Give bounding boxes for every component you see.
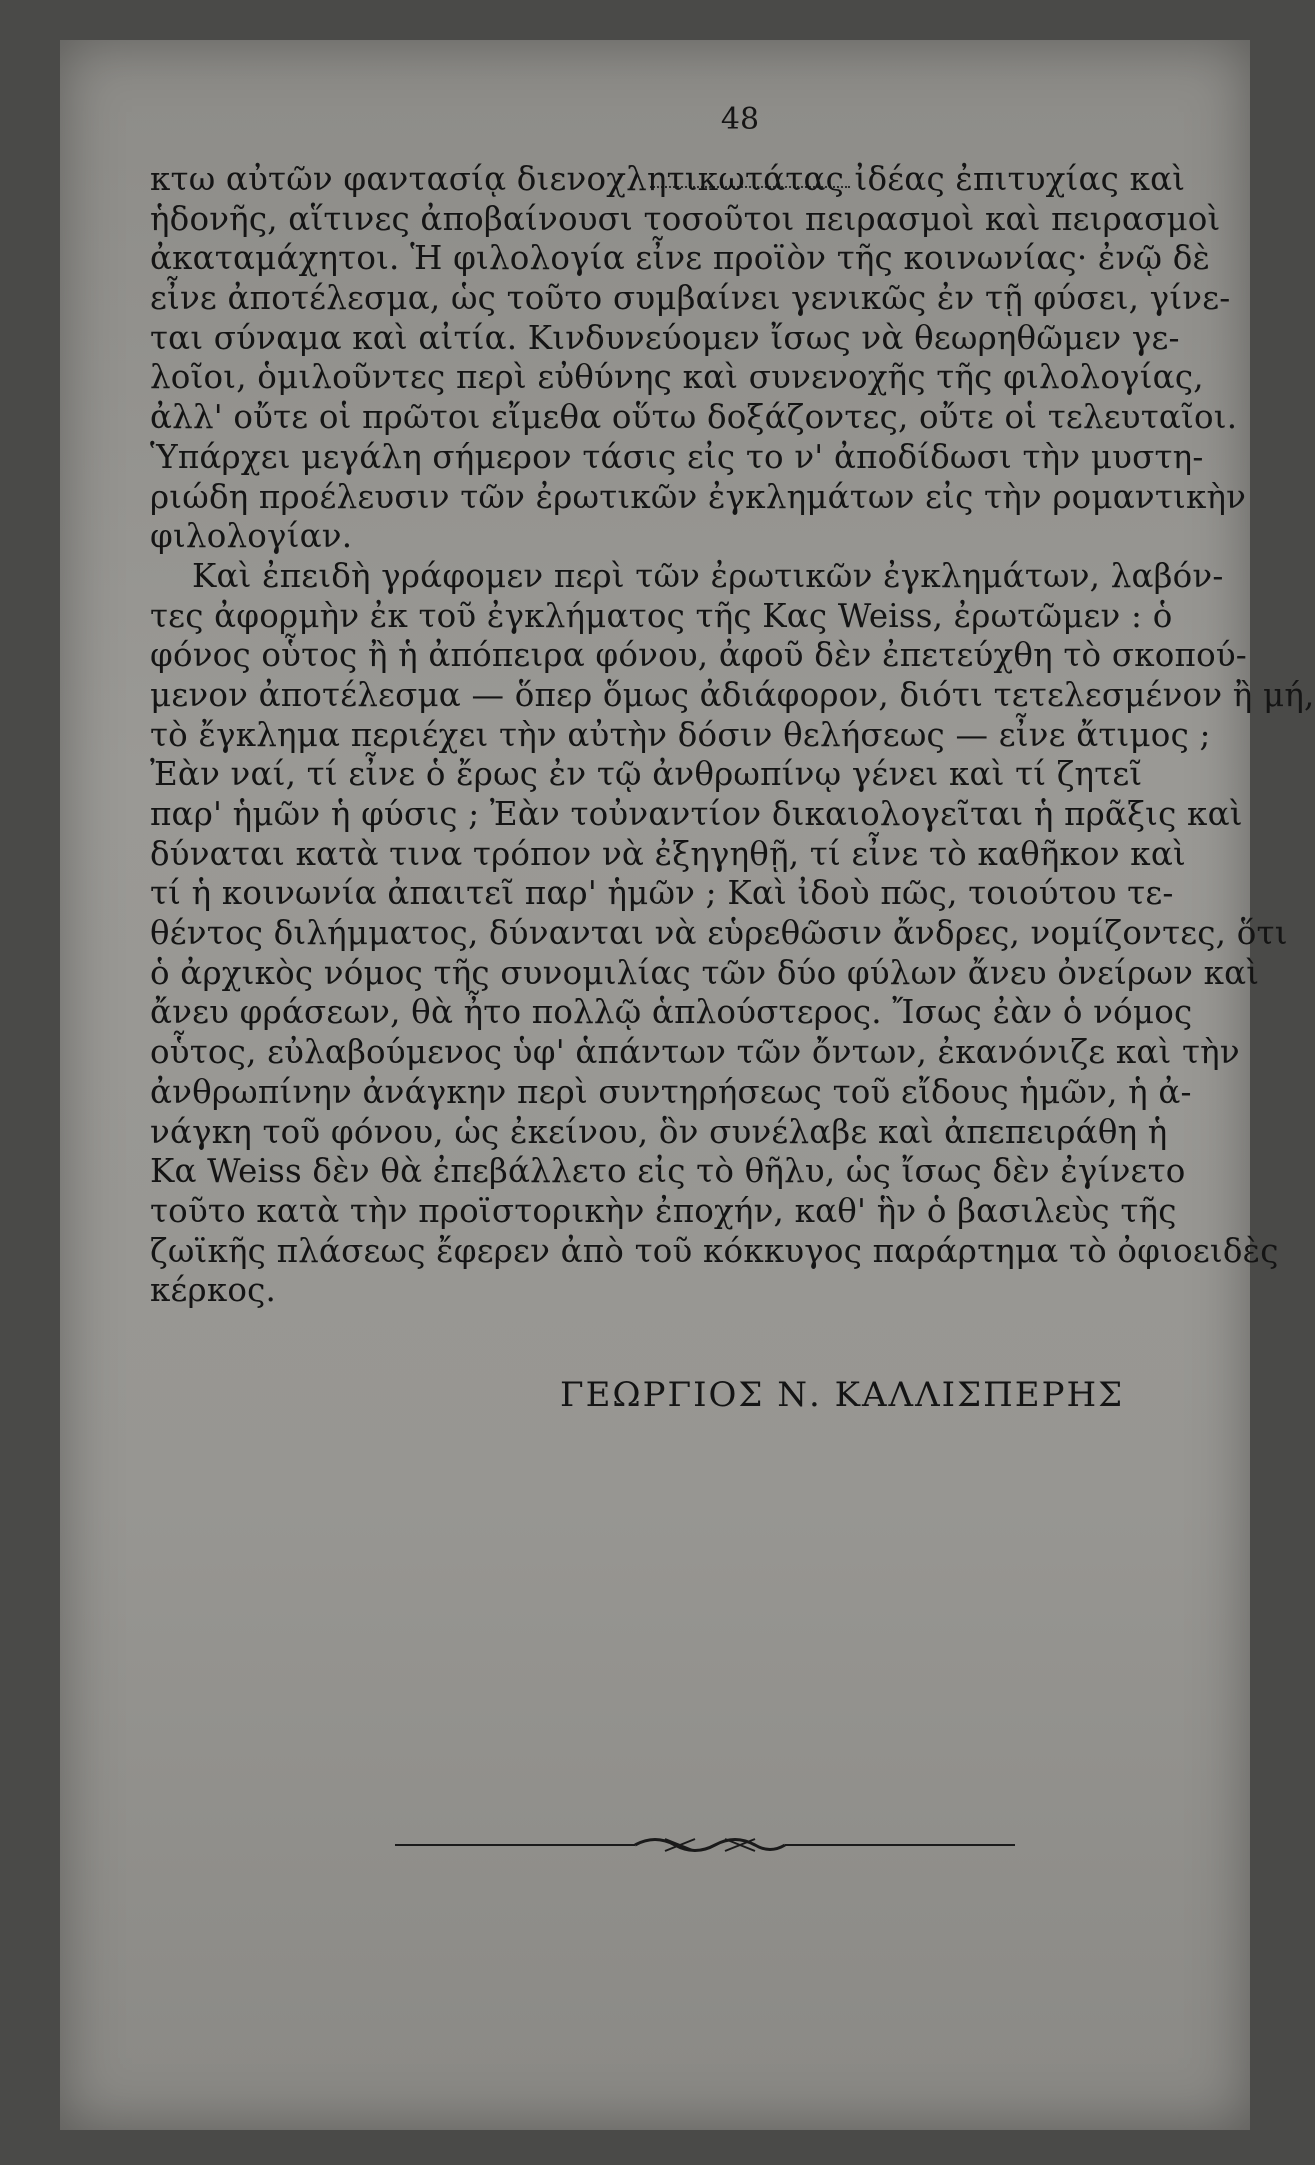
text-line: ἀλλ' οὔτε οἱ πρῶτοι εἴμεθα οὕτω δοξάζοντες, οὔτε οἱ τελευταῖοι.	[150, 398, 1238, 437]
text-line: ἀκαταμάχητοι. Ἡ φιλολογία εἶνε προϊὸν τῆς κοινωνίας· ἐνῷ δὲ	[150, 239, 1211, 278]
body-text	[150, 160, 1315, 1311]
text-line: τοῦτο κατὰ τὴν προϊστορικὴν ἐποχήν, καθ' ἣν ὁ βασιλεὺς τῆς	[150, 1191, 1177, 1230]
text-line: τες ἀφορμὴν ἐκ τοῦ ἐγκλήματος τῆς Κας Weiss, ἐρωτῶμεν : ὁ	[150, 596, 1173, 635]
text-line: θέντος διλήμματος, δύνανται νὰ εὑρεθῶσιν ἄνδρες, νομίζοντες, ὅτι	[150, 914, 1288, 953]
text-line: Ὑπάρχει μεγάλη σήμερον τάσις εἰς το ν' ἀποδίδωσι τὴν μυστη-	[150, 437, 1204, 476]
text-line: μενον ἀποτέλεσμα — ὅπερ ὅμως ἀδιάφορον, διότι τετελεσμένον ἢ μή,	[150, 675, 1315, 714]
text-line: ὁ ἀρχικὸς νόμος τῆς συνομιλίας τῶν δύο φύλων ἄνευ ὀνείρων καὶ	[150, 953, 1260, 992]
text-line: κτω αὐτῶν φαντασίᾳ διενοχλητικωτάτας ἰδέας ἐπιτυχίας καὶ	[150, 160, 1186, 198]
text-line: ἀνθρωπίνην ἀνάγκην περὶ συντηρήσεως τοῦ εἴδους ἡμῶν, ἡ ἀ-	[150, 1072, 1192, 1111]
text-line: εἶνε ἀποτέλεσμα, ὡς τοῦτο συμβαίνει γενικῶς ἐν τῇ φύσει, γίνε-	[150, 279, 1231, 318]
author-signature: ΓΕΩΡΓΙΟΣ Ν. ΚΑΛΛΙΣΠΕΡΗΣ	[560, 1375, 1125, 1415]
text-line: τὸ ἔγκλημα περιέχει τὴν αὐτὴν δόσιν θελήσεως — εἶνε ἄτιμος ;	[150, 715, 1211, 754]
text-line: παρ' ἡμῶν ἡ φύσις ; Ἐὰν τοὐναντίον δικαιολογεῖται ἡ πρᾶξις καὶ	[150, 795, 1243, 833]
text-line: Καὶ ἐπειδὴ γράφομεν περὶ τῶν ἐρωτικῶν ἐγκλημάτων, λαβόν-	[192, 556, 1224, 595]
text-line: οὗτος, εὐλαβούμενος ὑφ' ἁπάντων τῶν ὄντων, ἐκανόνιζε καὶ τὴν	[150, 1033, 1240, 1072]
paragraph-1	[150, 160, 1247, 557]
text-line: νάγκη τοῦ φόνου, ὡς ἐκείνου, ὃν συνέλαβε καὶ ἀπεπειράθη ἡ	[150, 1112, 1168, 1151]
text-line: ζωϊκῆς πλάσεως ἔφερεν ἀπὸ τοῦ κόκκυγος παράρτημα τὸ ὀφιοειδὲς	[150, 1231, 1279, 1270]
text-line: Κα Weiss δὲν θὰ ἐπεβάλλετο εἰς τὸ θῆλυ, ὡς ἴσως δὲν ἐγίνετο	[150, 1152, 1186, 1191]
text-line: ται σύναμα καὶ αἰτία. Κινδυνεύομεν ἴσως νὰ θεωρηθῶμεν γε-	[150, 318, 1180, 357]
text-line: ριώδη προέλευσιν τῶν ἐρωτικῶν ἐγκλημάτων εἰς τὴν ρομαντικὴν	[150, 477, 1247, 516]
text-line: δύναται κατὰ τινα τρόπον νὰ ἐξηγηθῇ, τί εἶνε τὸ καθῆκον καὶ	[150, 834, 1186, 873]
text-line: φιλολογίαν.	[150, 517, 353, 556]
page-number: 48	[720, 102, 760, 137]
text-line: φόνος οὗτος ἢ ἡ ἀπόπειρα φόνου, ἀφοῦ δὲν ἐπετεύχθη τὸ σκοπού-	[150, 636, 1247, 675]
text-line: τί ἡ κοινωνία ἀπαιτεῖ παρ' ἡμῶν ; Καὶ ἰδοὺ πῶς, τοιούτου τε-	[150, 874, 1174, 913]
paragraph-2	[150, 556, 1315, 1311]
text-line: ἄνευ φράσεων, θὰ ἦτο πολλῷ ἁπλούστερος. Ἴσως ἐὰν ὁ νόμος	[150, 993, 1193, 1032]
ornamental-divider	[395, 1830, 1015, 1860]
text-line: Ἐὰν ναί, τί εἶνε ὁ ἔρως ἐν τῷ ἀνθρωπίνῳ γένει καὶ τί ζητεῖ	[150, 755, 1143, 794]
text-line: λοῖοι, ὁμιλοῦντες περὶ εὐθύνης καὶ συνενοχῆς τῆς φιλολογίας,	[150, 358, 1204, 397]
text-line: ἡδονῆς, αἵτινες ἀποβαίνουσι τοσοῦτοι πειρασμοὶ καὶ πειρασμοὶ	[150, 199, 1221, 238]
divider-flourish	[635, 1840, 785, 1851]
text-line: κέρκος.	[150, 1271, 277, 1310]
